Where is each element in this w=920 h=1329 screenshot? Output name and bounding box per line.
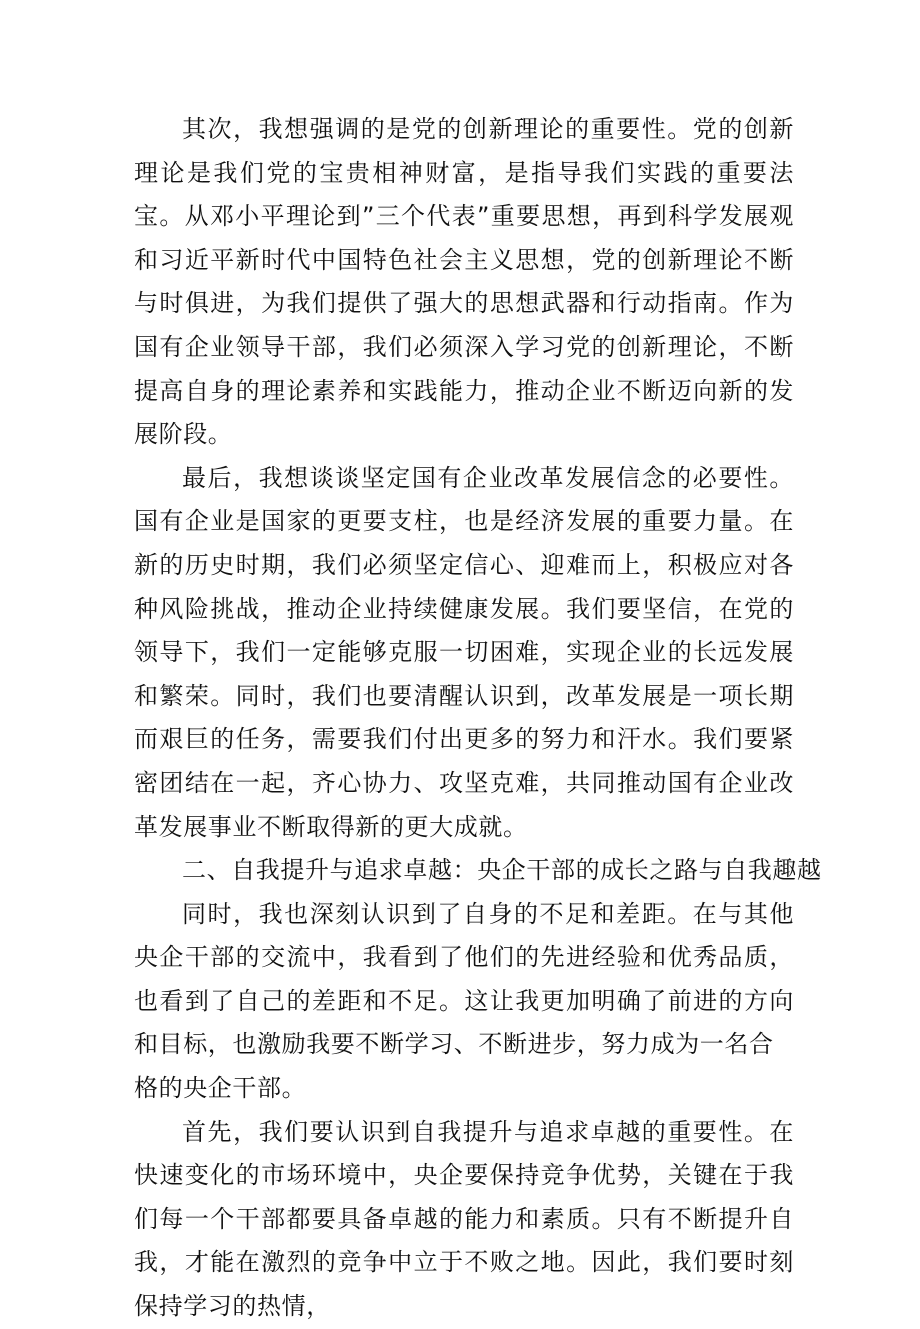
paragraph-self-awareness-continued: 格的央企干部。 [134,1074,307,1103]
paragraph-reform-belief: 最后，我想谈谈坚定国有企业改革发展信念的必要性。国有企业是国家的更要支柱，也是经济发展的重要力量。在新的历史时期，我们必须坚定信心、迎难而上，积极应对各种风险挑战，推动企业持续健康发展。我们要坚信，在党的领导下，我们一定能够克服一切困难，实现企业的长远发展和繁荣。同时，我们也要清醒认识到，改革发展是一项长期而艰巨的任务，需要我们付出更多的努力和汗水。我们要紧密团结在一起，齐心协力、攻坚克难，共同推动国有企业改革发展事业不断取得新的更大成就。 [134,463,794,841]
document-body [134,108,822,1329]
paragraph-self-awareness-text: 同时，我也深刻认识到了自身的不足和差距。在与其他央企干部的交流中，我看到了他们的先进经验和优秀品质，也看到了自己的差距和不足。这让我更加明确了前进的方向和目标，也激励我要不断学习、不断进步，努力成为一名合 [134,899,794,1059]
section-heading: 二、自我提升与追求卓越：央企干部的成长之路与自我趣越 [182,856,822,885]
paragraph-self-awareness [134,893,794,1067]
paragraph-self-improvement: 首先，我们要认识到自我提升与追求卓越的重要性。在快速变化的市场环境中，央企要保持竞争优势，关键在于我们每一个干部都要具备卓越的能力和素质。只有不断提升自我，才能在激烈的竞争中立于不败之地。因此，我们要时刻保持学习的热情， [134,1117,794,1321]
paragraph-theory-importance: 其次，我想强调的是党的创新理论的重要性。党的创新理论是我们党的宝贵相神财富，是指导我们实践的重要法宝。从邓小平理论到”三个代表”重要思想，再到科学发展观和习近平新时代中国特色社会主义思想，党的创新理论不断与时俱进，为我们提供了强大的思想武器和行动指南。作为国有企业领导干部，我们必须深入学习党的创新理论，不断提高自身的理论素养和实践能力，推动企业不断迈向新的发展阶段。 [134,115,794,449]
